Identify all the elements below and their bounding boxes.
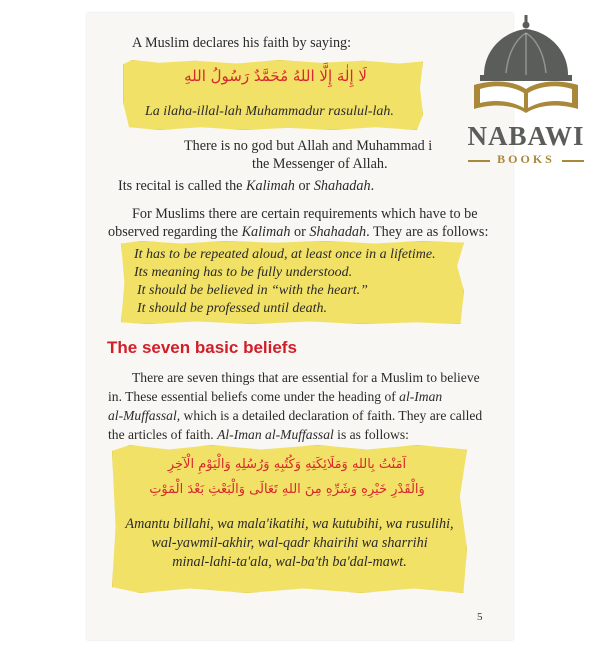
recital-text: Its recital is called the Kalimah or Shahadah. [118,178,375,194]
beliefs-para-line-4: the articles of faith. Al-Iman al-Muffassal is as follows: [108,427,409,442]
section-heading: The seven basic beliefs [107,338,297,357]
shahadah-arabic: لَا إِلٰهَ إِلَّا اللهُ مُحَمَّدٌ رَسُولُ اللهِ [184,67,367,85]
book-page [87,13,513,640]
iman-transliteration-line: wal-yawmil-akhir, wal-qadr khairihi wa sharrihi [151,535,428,551]
iman-arabic-line-1: آمَنْتُ بِاللهِ وَمَلَائِكَتِهِ وَكُتُبِهِ وَرُسُلِهِ وَالْيَوْمِ الْآخِرِ [167,457,407,472]
dome-book-icon [466,13,586,123]
requirements-intro-line-1: For Muslims there are certain requirements which have to be [132,206,478,222]
page-number: 5 [477,611,483,623]
requirements-intro-line-2: observed regarding the Kalimah or Shahadah. They are as follows: [108,224,489,240]
beliefs-para-line-3: al-Muffassal, which is a detailed declaration of faith. They are called [108,408,483,423]
iman-arabic-line-2: وَالْقَدْرِ خَيْرِهِ وَشَرِّهِ مِنَ اللهِ تَعَالَى وَالْبَعْثِ بَعْدَ الْمَوْتِ [149,482,425,497]
logo-rule-right [562,160,584,162]
beliefs-para-line-1: There are seven things that are essential for a Muslim to believe [132,370,480,385]
requirement-item: It has to be repeated aloud, at least once in a lifetime. [134,247,436,262]
logo-subtitle: BOOKS [497,152,555,166]
requirement-item: It should be professed until death. [137,301,328,316]
nabawi-books-logo [466,13,586,166]
shahadah-transliteration: La ilaha-illal-lah Muhammadur rasulul-lah. [145,104,394,119]
iman-transliteration-line: Amantu billahi, wa mala'ikatihi, wa kutubihi, wa rusulihi, [125,516,454,532]
meaning-line-2: the Messenger of Allah. [252,156,388,172]
iman-transliteration-line: minal-lahi-ta'ala, wal-ba'th ba'dal-mawt. [172,554,407,570]
beliefs-para-line-2: in. These essential beliefs come under the heading of al-Iman [108,389,443,404]
intro-text: A Muslim declares his faith by saying: [132,35,352,51]
requirement-item: It should be believed in “with the heart.” [137,283,368,298]
logo-name: NABAWI [467,121,585,151]
requirement-item: Its meaning has to be fully understood. [134,265,353,280]
meaning-line-1: There is no god but Allah and Muhammad i [184,138,433,154]
